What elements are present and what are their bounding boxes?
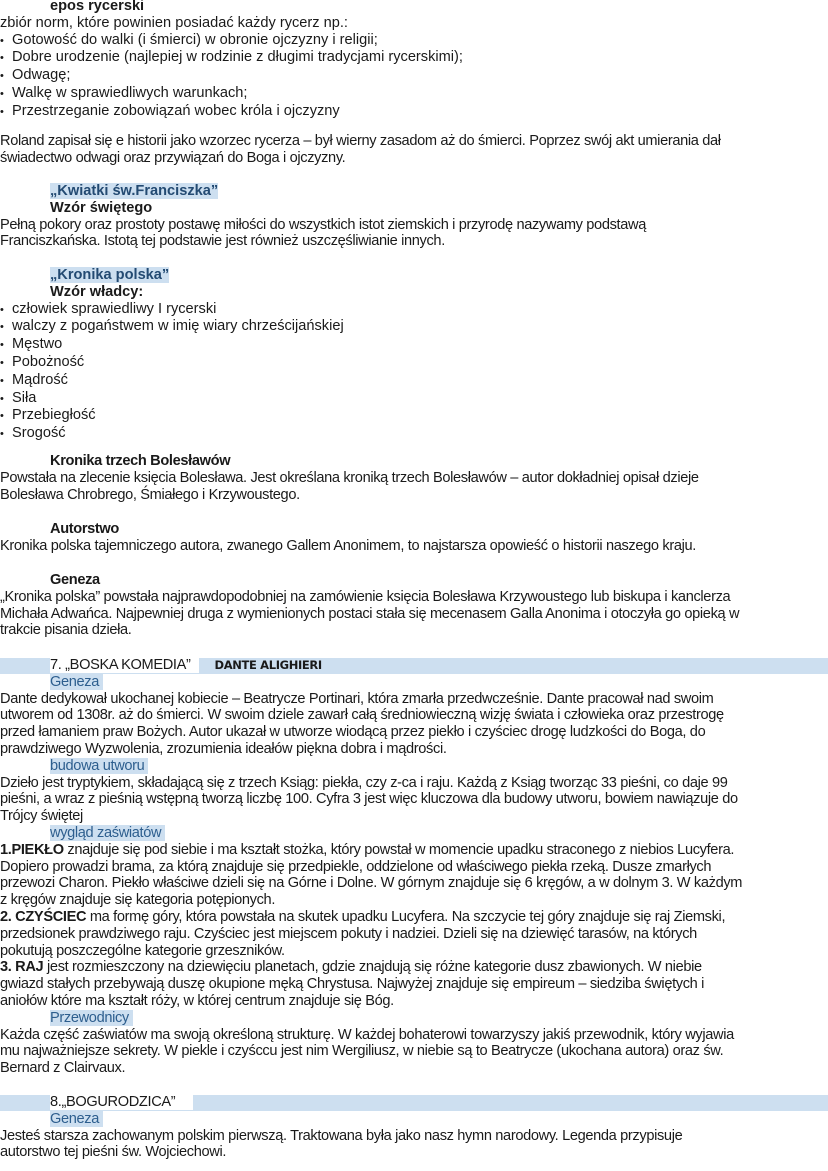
subheading: budowa utworu	[50, 758, 148, 774]
paragraph-line: Trójcy świętej	[0, 808, 83, 825]
section-title: „Kronika polska”	[50, 267, 170, 283]
subheading: Geneza	[50, 1111, 103, 1127]
term-label: 3. RAJ	[0, 959, 44, 976]
section-subtitle: Wzór władcy:	[50, 283, 144, 300]
section-heading: Autorstwo	[50, 521, 119, 537]
section-heading: Kronika trzech Bolesławów	[50, 453, 231, 469]
paragraph-text: jest rozmieszczony na dziewięciu planetach, gdzie znajdują się różne kategorie dusz zbawionych. W niebie	[43, 959, 702, 976]
paragraph-line: aniołów które ma kształt róży, w której centrum znajduje się Bóg.	[0, 992, 394, 1009]
paragraph-line: trakcie pisania dzieła.	[0, 622, 132, 639]
section-heading: epos rycerski	[50, 0, 145, 14]
paragraph-line: świadectwo odwagi oraz przywiązań do Boga i ojczyzny.	[0, 149, 346, 166]
section-title: 7. „BOSKA KOMEDIA”	[50, 657, 199, 673]
list-item: • Mądrość	[0, 372, 826, 390]
paragraph: zbiór norm, które powinien posiadać każdy rycerz np.:	[0, 14, 348, 31]
paragraph-line: Jesteś starsza zachowanym polskim pierwszą. Traktowana była jako nasz hymn narodowy. Legenda przypisuje	[0, 1127, 683, 1144]
section-boska-komedia	[0, 657, 826, 1077]
section-heading: Geneza	[50, 572, 100, 588]
paragraph-line: przewozi Charon. Piekło właściwe dzieli się na Górne i Dolne. W górnym znajduje się 6 kręgów, a w dolnym 3. W każdym	[0, 875, 743, 892]
term-label: 1.PIEKŁO	[0, 841, 64, 858]
list-item: • walczy z pogaństwem w imię wiary chrześcijańskiej	[0, 318, 826, 336]
list-item: • Srogość	[0, 425, 826, 443]
section-title: „Kwiatki św.Franciszka”	[50, 183, 219, 199]
section-kwiatki	[0, 183, 826, 250]
paragraph-line: Dzieło jest tryptykiem, składającą się z trzech Ksiąg: piekła, czy z-ca i raju. Każdą z Ksiąg tworząc 33 pieśni, co daje 99	[0, 774, 728, 791]
section-kronika-trzech	[0, 453, 826, 503]
list-item: • Walkę w sprawiedliwych warunkach;	[0, 85, 826, 103]
list-item: • Pobożność	[0, 354, 826, 372]
paragraph-roland	[0, 133, 826, 167]
paragraph-line: Powstała na zlecenie księcia Bolesława. Jest określana kroniką trzech Bolesławów – autor dokładniej opisał dzieje	[0, 469, 699, 486]
list-item: • Przestrzeganie zobowiązań wobec króla i ojczyzny	[0, 103, 826, 121]
paragraph-line: Roland zapisał się e historii jako wzorzec rycerza – był wierny zasadom aż do śmierci. Poprzez swój akt umierania dał	[0, 133, 721, 149]
paragraph-line: pokutują poszczególne kategorie grzeszników.	[0, 942, 285, 959]
list-item: • Odwagę;	[0, 67, 826, 85]
paragraph-line: autorstwo tej pieśni św. Wojciechowi.	[0, 1144, 227, 1161]
paragraph-line: prawdziwego Wyzwolenia, zrozumienia ideałów piękna dobra i mądrości.	[0, 740, 447, 757]
list-item: • człowiek sprawiedliwy I rycerski	[0, 301, 826, 319]
paragraph-text: ma formę góry, która powstała na skutek upadku Lucyfera. Na szczycie tej góry znajduje się raj Ziemski,	[86, 908, 726, 925]
section-kronika	[0, 267, 826, 443]
section-bogurodzica	[0, 1094, 826, 1161]
section-subtitle: Wzór świętego	[50, 199, 153, 216]
paragraph-line: mu najważniejsze sekrety. W piekle i czyśccu jest nim Wergiliusz, w niebie są to Beatrycze (ukochana autora) oraz św.	[0, 1043, 724, 1060]
section-kronika-geneza	[0, 572, 826, 639]
paragraph-line: Pełną pokory oraz prostoty postawę miłości do wszystkich istot ziemskich i przyrodę nazywamy podstawą	[0, 216, 646, 233]
paragraph-line: Kronika polska tajemniczego autora, zwanego Gallem Anonimem, to najstarsza opowieść o historii naszego kraju.	[0, 537, 696, 554]
paragraph-line: Michała Adwańca. Najpewniej druga z wymienionych postaci stała się mecenasem Galla Anonima i otoczyła go opieką w	[0, 605, 740, 622]
paragraph-line: Każda część zaświatów ma swoją określoną strukturę. W każdej bohaterowi towarzyszy jakiś przewodnik, który wyjawia	[0, 1026, 734, 1043]
author-name: DANTE ALIGHIERI	[214, 658, 322, 672]
paragraph-line: „Kronika polska” powstała najprawdopodobniej na zamówienie księcia Bolesława Krzywoustego lub biskupa i kanclerza	[0, 588, 731, 605]
term-label: 2. CZYŚCIEC	[0, 908, 87, 925]
paragraph-text: znajduje się pod siebie i ma kształt stożka, który powstał w momencie upadku straconego z niebios Lucyfera.	[63, 841, 735, 858]
paragraph-line: przed łamaniem praw Bożych. Autor ukazał w utworze wiodącą przez piekło i czyściec drogę ludzkości do Boga, do	[0, 724, 706, 741]
section-autorstwo	[0, 521, 826, 555]
paragraph-line: utworem od 1308r. aż do śmierci. W swoim dziele zawarł całą średniowieczną wizję świata i człowieka oraz przestrogę	[0, 707, 724, 724]
paragraph-line: Bernard z Clairvaux.	[0, 1060, 126, 1077]
list-item: • Dobre urodzenie (najlepiej w rodzinie z długimi tradycjami rycerskimi);	[0, 49, 826, 67]
paragraph-line: Dante dedykował ukochanej kobiecie – Beatrycze Portinari, która zmarła przedwcześnie. Dante pracował nad swoim	[0, 690, 714, 707]
list-item: • Siła	[0, 390, 826, 408]
subheading: wygląd zaświatów	[50, 825, 165, 841]
paragraph-line: Dopiero prowadzi brama, za którą znajduje się przedpiekle, oddzielone od właściwego piekła rzeką. Dusze zmarłych	[0, 858, 712, 875]
list-item: • Przebiegłość	[0, 407, 826, 425]
section-epos	[0, 0, 826, 121]
paragraph-line: z kręgów znajduje się kategoria potępionych.	[0, 892, 276, 909]
paragraph-line: przedsionek prawdziwego raju. Czyściec jest miejscem pokuty i nadziei. Dzieli się na dziewięć tarasów, na których	[0, 925, 697, 942]
paragraph-line: Bolesława Chrobrego, Śmiałego i Krzywoustego.	[0, 486, 300, 503]
paragraph-line: gwiazd stałych przebywają duszę okupione męką Chrystusa. Najwyżej znajduje się empireum – siedziba świętych i	[0, 976, 705, 993]
list-item: • Męstwo	[0, 336, 826, 354]
paragraph-line: pieśni, a wraz z pieśnią wstępną tworzą liczbę 100. Cyfra 3 jest więc kluczowa dla budowy utworu, bowiem nawiązuje do	[0, 791, 738, 808]
subheading: Przewodnicy	[50, 1010, 133, 1026]
paragraph-line: Franciszkańska. Istotą tej podstawie jest również uszczęśliwianie innych.	[0, 233, 445, 250]
subheading: Geneza	[50, 674, 103, 690]
section-title: 8.„BOGURODZICA”	[50, 1094, 193, 1110]
list-item: • Gotowość do walki (i śmierci) w obronie ojczyzny i religii;	[0, 32, 826, 50]
